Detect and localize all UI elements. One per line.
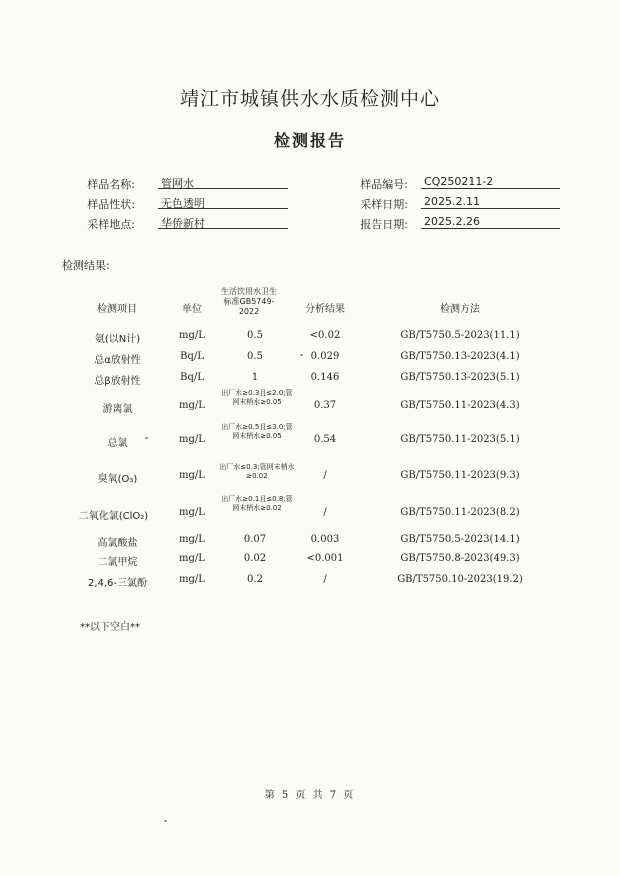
row-method: GB/T5750.11-2023(9.3) [400,470,520,481]
row-unit: Bq/L [180,372,204,383]
report-title: 检测报告 [273,131,346,150]
row-method: GB/T5750.5-2023(11.1) [400,330,520,341]
header-method: 检测方法 [440,304,480,315]
scan-speck [164,820,167,822]
row-item: 二氧化氯(ClO₂) [78,511,149,522]
header-standard: 生活饮用水卫生标准GB5749-2022 [221,287,277,316]
row-standard: 1 [251,372,259,383]
row-item: 总β放射性 [94,376,141,387]
report-date-value: 2025.2.26 [421,215,560,229]
row-item: 高氯酸盐 [97,538,138,549]
row-unit: mg/L [179,470,205,481]
row-method: GB/T5750.10-2023(19.2) [397,574,523,585]
sampling-location-value: 华侨新村 [158,215,288,229]
row-item: 2,4,6-三氯酚 [87,578,148,589]
row-method: GB/T5750.11-2023(4.3) [400,400,520,411]
sample-number-label: 样品编号: [360,178,408,191]
row-standard: 0.2 [247,574,263,585]
scan-speck [145,437,148,439]
row-unit: mg/L [179,330,205,341]
row-unit: mg/L [179,434,205,445]
row-standard: 0.02 [243,553,267,564]
row-item: 二氯甲烷 [97,557,138,568]
row-standard: 出厂水≥0.1且≤0.8;管网末梢水≥0.02 [221,495,293,512]
row-result: / [323,470,327,481]
page-number: 第 5 页 共 7 页 [264,790,356,801]
header-result: 分析结果 [305,304,345,315]
row-standard: 出厂水≤0.3;管网末梢水≥0.02 [219,463,295,480]
organization-title: 靖江市城镇供水水质检测中心 [179,88,440,110]
row-method: GB/T5750.8-2023(49.3) [400,553,520,564]
blank-below-note: **以下空白** [80,622,140,633]
sample-name-label: 样品名称: [87,178,135,191]
row-result: <0.02 [309,330,341,341]
row-item: 总氯 [107,438,128,449]
row-unit: Bq/L [180,351,204,362]
row-unit: mg/L [179,534,205,545]
sampling-location-label: 采样地点: [87,218,135,231]
row-method: GB/T5750.5-2023(14.1) [400,534,520,545]
row-result: 0.146 [310,372,340,383]
sampling-date-label: 采样日期: [360,198,408,211]
sample-number-value: CQ250211-2 [421,175,560,189]
row-standard: 0.07 [243,534,267,545]
header-unit: 单位 [182,304,202,315]
row-unit: mg/L [179,574,205,585]
row-method: GB/T5750.11-2023(8.2) [400,507,520,518]
row-item: 游离氯 [102,404,133,415]
row-result: / [323,507,327,518]
row-result: 0.029 [310,351,340,362]
row-item: 臭氧(O₃) [97,474,138,485]
row-standard: 0.5 [247,351,263,362]
row-method: GB/T5750.13-2023(4.1) [400,351,520,362]
row-method: GB/T5750.11-2023(5.1) [400,434,520,445]
row-unit: mg/L [179,400,205,411]
row-result: 0.54 [313,434,337,445]
report-date-label: 报告日期: [360,218,408,231]
row-item: 氨(以N计) [94,334,141,345]
row-result: 0.37 [313,400,337,411]
header-item: 检测项目 [97,304,137,315]
row-result: / [323,574,327,585]
sample-property-value: 无色透明 [158,195,288,209]
row-unit: mg/L [179,507,205,518]
row-result: <0.001 [306,553,344,564]
sample-property-label: 样品性状: [87,198,135,211]
row-standard: 出厂水≥0.3且≤2.0;管网末梢水≥0.05 [221,389,293,406]
scan-speck [300,354,303,356]
row-method: GB/T5750.13-2023(5.1) [400,372,520,383]
sampling-date-value: 2025.2.11 [421,195,560,209]
results-section-label: 检测结果: [62,259,110,272]
sample-name-value: 管网水 [158,175,288,189]
row-item: 总α放射性 [94,355,141,366]
row-standard: 0.5 [247,330,263,341]
row-standard: 出厂水≥0.5且≤3.0;管网末梢水≥0.05 [221,423,293,440]
row-result: 0.003 [310,534,340,545]
row-unit: mg/L [179,553,205,564]
